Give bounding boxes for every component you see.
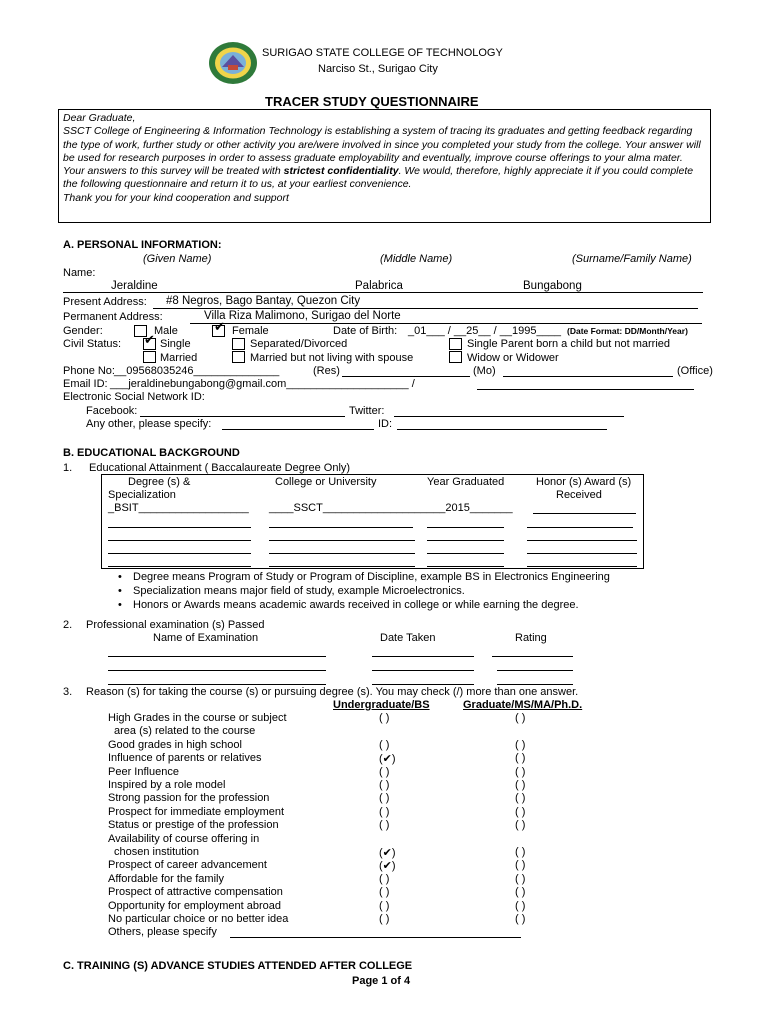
facebook-label: Facebook: bbox=[86, 405, 138, 417]
q1-number: 1. bbox=[63, 462, 73, 474]
dob-value[interactable]: _01___ / __25__ / __1995____ bbox=[408, 325, 561, 337]
gender-label: Gender: bbox=[63, 325, 103, 337]
separated-checkbox[interactable] bbox=[232, 338, 245, 350]
name-label: Name: bbox=[63, 267, 96, 279]
reason-label: Availability of course offering in bbox=[108, 832, 260, 845]
middle-name-label: (Middle Name) bbox=[380, 253, 453, 265]
q2-number: 2. bbox=[63, 619, 73, 631]
year-value[interactable]: ___2015_______ bbox=[427, 502, 513, 514]
reason-grad-checkbox[interactable]: ( ) bbox=[515, 819, 526, 832]
reason-ug-checkbox[interactable]: (✔) bbox=[379, 753, 396, 766]
school-name: SURIGAO STATE COLLEGE OF TECHNOLOGY bbox=[262, 47, 503, 59]
married-checkbox[interactable] bbox=[143, 351, 156, 363]
widow-label: Widow or Widower bbox=[467, 352, 559, 364]
bullet-icon: • bbox=[118, 585, 122, 597]
note-honors: Honors or Awards means academic awards received in college or while earning the degree. bbox=[133, 599, 579, 611]
dob-label: Date of Birth: bbox=[333, 325, 398, 337]
res-label: (Res) bbox=[313, 365, 340, 377]
office-label: (Office) bbox=[677, 365, 713, 377]
email-value[interactable]: ___jeraldinebungabong@gmail.com____________________ / bbox=[110, 378, 415, 390]
twitter-label: Twitter: bbox=[349, 405, 385, 417]
col-college: College or University bbox=[275, 476, 377, 488]
intro-letter bbox=[58, 109, 711, 223]
col-honor: Honor (s) Award (s) bbox=[536, 476, 632, 488]
married-not-living-checkbox[interactable] bbox=[232, 351, 245, 363]
phone-value[interactable]: __09568035246______________ bbox=[114, 365, 280, 377]
check-mark-icon: ✔ bbox=[144, 333, 155, 348]
reason-ug-checkbox[interactable]: ( ) bbox=[379, 819, 390, 832]
college-value[interactable]: ____SSCT_________________ bbox=[269, 502, 427, 514]
single-parent-label: Single Parent born a child but not married bbox=[467, 338, 671, 350]
reason-ug-checkbox[interactable]: ( ) bbox=[379, 872, 390, 885]
page-number: Page 1 of 4 bbox=[352, 975, 411, 987]
reason-grad-checkbox[interactable]: ( ) bbox=[515, 846, 526, 858]
other-id-label: ID: bbox=[378, 418, 393, 430]
mobile-label: (Mo) bbox=[473, 365, 496, 377]
reason-grad-checkbox[interactable]: ( ) bbox=[515, 765, 526, 778]
married-not-living-label: Married but not living with spouse bbox=[250, 352, 414, 364]
reason-grad-checkbox[interactable]: ( ) bbox=[515, 805, 526, 818]
page-title: TRACER STUDY QUESTIONNAIRE bbox=[265, 94, 479, 109]
rating-col: Rating bbox=[515, 632, 547, 644]
reason-grad-checkbox[interactable]: ( ) bbox=[515, 738, 526, 751]
col-degree: Degree (s) & bbox=[128, 476, 191, 488]
reason-label: Others, please specify bbox=[108, 926, 217, 939]
reason-grad-checkbox[interactable]: ( ) bbox=[515, 886, 526, 899]
reason-label: Peer Influence bbox=[108, 765, 179, 778]
q3-text: Reason (s) for taking the course (s) or pursuing degree (s). You may check (/) more than one answer. bbox=[86, 686, 579, 698]
q2-text: Professional examination (s) Passed bbox=[86, 619, 265, 631]
date-col: Date Taken bbox=[380, 632, 436, 644]
col-year: Year Graduated bbox=[427, 476, 505, 488]
social-network-label: Electronic Social Network ID: bbox=[63, 391, 205, 403]
reason-ug-checkbox[interactable]: ( ) bbox=[379, 712, 390, 724]
surname-value[interactable]: Bungabong bbox=[523, 280, 582, 292]
col-received: Received bbox=[556, 489, 602, 501]
middle-name-value[interactable]: Palabrica bbox=[355, 280, 403, 292]
reason-ug-checkbox[interactable]: ( ) bbox=[379, 765, 390, 778]
reason-grad-checkbox[interactable]: ( ) bbox=[515, 899, 526, 912]
letter-thanks: Thank you for your kind cooperation and support bbox=[63, 191, 289, 204]
reason-label: High Grades in the course or subject bbox=[108, 712, 287, 724]
reason-label: chosen institution bbox=[114, 846, 199, 858]
surname-label: (Surname/Family Name) bbox=[572, 253, 692, 265]
permanent-address-value[interactable]: Villa Riza Malimono, Surigao del Norte bbox=[204, 310, 401, 322]
college-seal-logo bbox=[208, 41, 258, 85]
reason-ug-checkbox[interactable]: ( ) bbox=[379, 738, 390, 751]
reason-label: Opportunity for employment abroad bbox=[108, 899, 282, 912]
reason-grad-checkbox[interactable]: ( ) bbox=[515, 872, 526, 885]
separated-label: Separated/Divorced bbox=[250, 338, 348, 350]
section-education-heading: B. EDUCATIONAL BACKGROUND bbox=[63, 447, 240, 459]
reason-label: Inspired by a role model bbox=[108, 779, 226, 791]
col-specialization: Specialization bbox=[108, 489, 176, 501]
reason-grad-checkbox[interactable]: ( ) bbox=[515, 913, 526, 925]
reason-ug-checkbox[interactable]: ( ) bbox=[379, 899, 390, 912]
reason-label: Status or prestige of the profession bbox=[108, 819, 279, 832]
reason-grad-checkbox[interactable]: ( ) bbox=[515, 779, 526, 791]
ug-col: Undergraduate/BS bbox=[333, 699, 430, 711]
bullet-icon: • bbox=[118, 599, 122, 611]
female-label: Female bbox=[232, 325, 269, 337]
reason-grad-checkbox[interactable]: ( ) bbox=[515, 792, 526, 805]
phone-label: Phone No: bbox=[63, 365, 115, 377]
degree-value[interactable]: _BSIT__________________ bbox=[108, 502, 249, 514]
other-network-label: Any other, please specify: bbox=[86, 418, 212, 430]
q1-text: Educational Attainment ( Baccalaureate Degree Only) bbox=[89, 462, 351, 474]
reason-grad-checkbox[interactable]: ( ) bbox=[515, 712, 526, 724]
section-personal-heading: A. PERSONAL INFORMATION: bbox=[63, 239, 222, 251]
civil-status-label: Civil Status: bbox=[63, 338, 122, 350]
reason-label: Strong passion for the profession bbox=[108, 792, 270, 805]
q3-number: 3. bbox=[63, 686, 73, 698]
reason-label: Good grades in high school bbox=[108, 738, 242, 751]
reason-label: Influence of parents or relatives bbox=[108, 752, 262, 765]
given-name-label: (Given Name) bbox=[143, 253, 212, 265]
reason-ug-checkbox[interactable]: ( ) bbox=[379, 779, 390, 791]
letter-body: SSCT College of Engineering & Information Technology is establishing a system of tracing its graduates and getting feedback regarding the type of work, further study or other activity you are/were involved in since you completed your study from the college. Your answer will be used for research purposes in order to assess graduate employability and eventually, improve course offerings to your alma mater. Your answers to this survey will be treated with strictest confidentiality. We would, therefore, highly appreciate it if you could complete the following questionnaire and return it to us, at your earliest convenience. bbox=[63, 125, 701, 191]
single-parent-checkbox[interactable] bbox=[449, 338, 462, 350]
reason-ug-checkbox[interactable]: ( ) bbox=[379, 886, 390, 899]
note-specialization: Specialization means major field of study, example Microelectronics. bbox=[133, 585, 465, 597]
given-name-value[interactable]: Jeraldine bbox=[111, 280, 158, 292]
widow-checkbox[interactable] bbox=[449, 351, 462, 363]
reason-label: Prospect of attractive compensation bbox=[108, 886, 283, 899]
reason-label: Prospect for immediate employment bbox=[108, 805, 285, 818]
reason-ug-checkbox[interactable]: ( ) bbox=[379, 913, 390, 925]
note-degree: Degree means Program of Study or Program of Discipline, example BS in Electronics Engineering bbox=[133, 571, 610, 583]
dob-format-hint: (Date Format: DD/Month/Year) bbox=[567, 326, 688, 336]
reason-label: area (s) related to the course bbox=[114, 725, 256, 738]
email-label: Email ID: bbox=[63, 378, 108, 390]
reason-label: Prospect of career advancement bbox=[108, 859, 267, 872]
bullet-icon: • bbox=[118, 571, 122, 583]
married-label: Married bbox=[160, 352, 198, 364]
grad-col: Graduate/MS/MA/Ph.D. bbox=[463, 699, 583, 711]
letter-greeting: Dear Graduate, bbox=[63, 112, 136, 124]
school-address: Narciso St., Surigao City bbox=[318, 63, 438, 75]
section-training-heading: C. TRAINING (S) ADVANCE STUDIES ATTENDED AFTER COLLEGE bbox=[63, 960, 413, 972]
reason-grad-checkbox[interactable]: ( ) bbox=[515, 752, 526, 765]
reason-label: No particular choice or no better idea bbox=[108, 913, 289, 925]
present-address-label: Present Address: bbox=[63, 296, 147, 308]
check-mark-icon: ✔ bbox=[214, 320, 225, 335]
male-label: Male bbox=[154, 325, 178, 337]
reason-label: Affordable for the family bbox=[108, 872, 224, 885]
reason-grad-checkbox[interactable]: ( ) bbox=[515, 859, 526, 872]
reason-ug-checkbox[interactable]: ( ) bbox=[379, 792, 390, 805]
single-label: Single bbox=[160, 338, 191, 350]
present-address-value[interactable]: #8 Negros, Bago Bantay, Quezon City bbox=[166, 295, 361, 307]
reason-ug-checkbox[interactable]: (✔) bbox=[379, 847, 396, 859]
reason-ug-checkbox[interactable]: ( ) bbox=[379, 805, 390, 818]
exam-col: Name of Examination bbox=[153, 632, 259, 644]
reason-ug-checkbox[interactable]: (✔) bbox=[379, 860, 396, 873]
permanent-address-label: Permanent Address: bbox=[63, 311, 163, 323]
